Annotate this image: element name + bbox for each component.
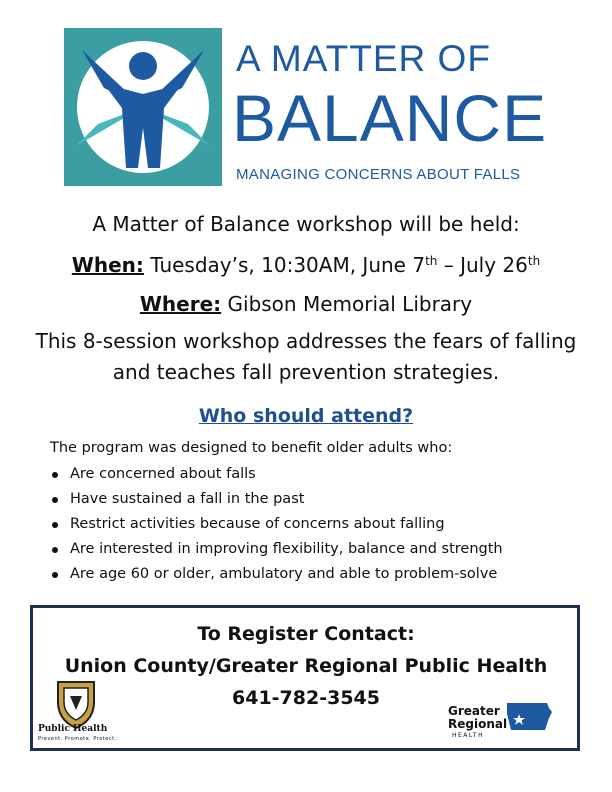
subtitle: MANAGING CONCERNS ABOUT FALLS (236, 166, 521, 183)
list-item: Restrict activities because of concerns about falling (50, 512, 503, 537)
who-heading: Who should attend? (198, 405, 414, 427)
contact-heading: To Register Contact: (197, 623, 415, 645)
when-line (0, 253, 612, 277)
program-intro: The program was designed to benefit older adults who: (50, 440, 453, 456)
description-line-1: This 8-session workshop addresses the fears of falling (35, 329, 577, 353)
public-health-tagline: Prevent. Promote. Protect. (38, 736, 117, 742)
title-line-1: A MATTER OF (236, 38, 491, 79)
public-health-name: Public Health (38, 724, 108, 734)
description-line-2: and teaches fall prevention strategies. (112, 360, 500, 384)
greater-regional-word-1: Greater (448, 704, 500, 718)
list-item: Have sustained a fall in the past (50, 487, 503, 512)
greater-regional-word-2: Regional (448, 717, 508, 731)
intro-line: A Matter of Balance workshop will be held: (92, 212, 520, 236)
balance-logo (64, 28, 222, 186)
greater-regional-health: HEALTH (452, 732, 485, 739)
list-item: Are interested in improving flexibility, balance and strength (50, 537, 503, 562)
when-label: When: (71, 253, 144, 277)
bullet-list (50, 462, 503, 587)
where-label: Where: (139, 292, 222, 316)
list-item: Are age 60 or older, ambulatory and able to problem-solve (50, 562, 503, 587)
contact-phone: 641-782-3545 (232, 687, 380, 709)
where-text: Gibson Memorial Library (227, 292, 473, 316)
where-line (0, 292, 612, 316)
when-sup-1: th (425, 254, 438, 268)
when-text-mid: – July 26 (437, 253, 528, 277)
contact-org: Union County/Greater Regional Public Health (64, 655, 548, 677)
when-sup-2: th (527, 254, 541, 268)
title-line-2: BALANCE (232, 81, 548, 155)
when-text: Tuesday’s, 10:30AM, June 7 (150, 253, 426, 277)
list-item: Are concerned about falls (50, 462, 503, 487)
iowa-state-icon (505, 700, 553, 732)
balance-figure-icon (64, 28, 222, 186)
